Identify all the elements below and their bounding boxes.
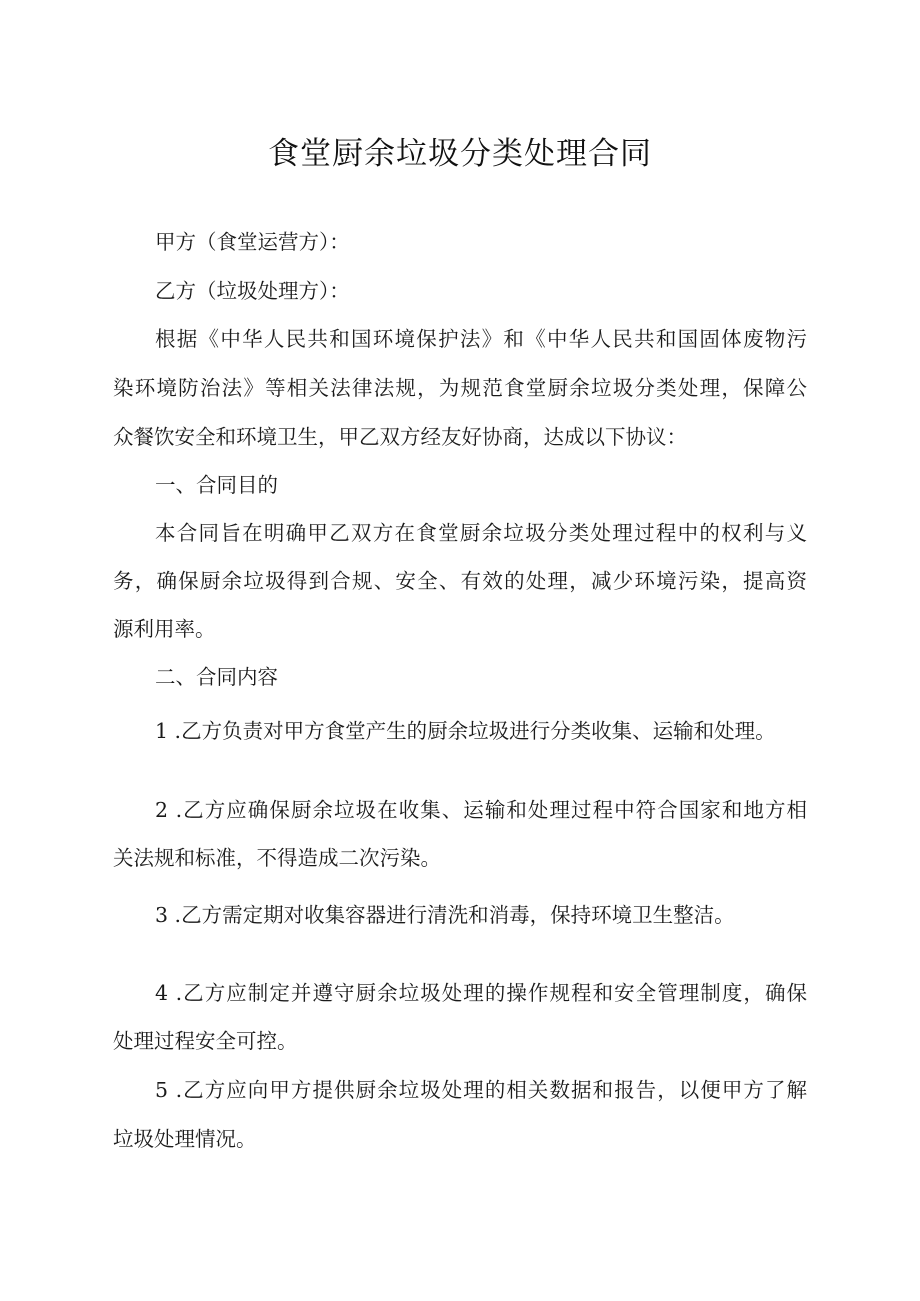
item-4-line-2: 处理过程安全可控。 — [113, 1029, 298, 1053]
item-3-line-1: 3 .乙方需定期对收集容器进行清洗和消毒，保持环境卫生整洁。 — [155, 903, 735, 927]
item-2-line-1: 2 .乙方应确保厨余垃圾在收集、运输和处理过程中符合国家和地方相 — [155, 798, 807, 822]
section-1-line-3: 源利用率。 — [113, 617, 216, 641]
item-2-line-2: 关法规和标准，不得造成二次污染。 — [113, 846, 441, 870]
party-a-line: 甲方（食堂运营方）： — [155, 230, 350, 254]
section-1-heading: 一、合同目的 — [155, 473, 278, 497]
preamble-line-2: 染环境防治法》等相关法律法规，为规范食堂厨余垃圾分类处理，保障公 — [113, 376, 807, 400]
preamble-line-1: 根据《中华人民共和国环境保护法》和《中华人民共和国固体废物污 — [155, 327, 807, 351]
section-1-line-1: 本合同旨在明确甲乙双方在食堂厨余垃圾分类处理过程中的权利与义 — [155, 521, 807, 545]
section-2-heading: 二、合同内容 — [155, 665, 278, 689]
party-b-line: 乙方（垃圾处理方）： — [155, 279, 350, 303]
section-1-line-2: 务，确保厨余垃圾得到合规、安全、有效的处理，减少环境污染，提高资 — [113, 569, 807, 593]
item-5-line-1: 5 .乙方应向甲方提供厨余垃圾处理的相关数据和报告，以便甲方了解 — [155, 1078, 807, 1102]
item-5-line-2: 垃圾处理情况。 — [113, 1127, 257, 1151]
preamble-line-3: 众餐饮安全和环境卫生，甲乙双方经友好协商，达成以下协议： — [113, 425, 687, 449]
document-title: 食堂厨余垃圾分类处理合同 — [268, 136, 652, 172]
item-4-line-1: 4 .乙方应制定并遵守厨余垃圾处理的操作规程和安全管理制度，确保 — [155, 981, 807, 1005]
item-1-line-1: 1 .乙方负责对甲方食堂产生的厨余垃圾进行分类收集、运输和处理。 — [155, 719, 776, 743]
